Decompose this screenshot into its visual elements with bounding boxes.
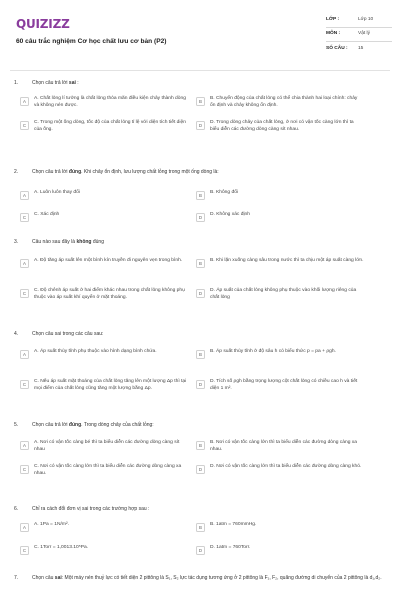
option-letter-box: B xyxy=(196,350,205,359)
question-text: Chỉ ra cách đổi đơn vị sai trong các trường hợp sau : xyxy=(32,506,150,512)
question-stem xyxy=(14,331,386,338)
option-letter-box: D xyxy=(196,546,205,555)
option-letter-box: C xyxy=(20,465,29,474)
answer-option-d[interactable] xyxy=(196,288,364,302)
question-stem xyxy=(14,506,386,513)
question-number: 4. xyxy=(14,331,19,337)
question-stem xyxy=(14,575,386,582)
option-text: A. Độ tăng áp suất lên một bình kín truyền đi nguyên vẹn trong bình. xyxy=(34,258,183,263)
option-letter-box: C xyxy=(20,121,29,130)
question-number: 5. xyxy=(14,422,19,428)
question-emphasis: sai xyxy=(68,80,76,86)
option-text: D. Áp suất của chất lỏng không phụ thuộc vào khối lượng riêng của chất lỏng xyxy=(210,288,357,300)
question xyxy=(14,169,386,176)
answer-option-b[interactable] xyxy=(196,190,364,200)
question-text: Chọn câu trả lời đúng. Khi chảy ổn định, lưu lượng chất lỏng trong một ống dòng là: xyxy=(32,169,219,175)
option-letter-box: A xyxy=(20,350,29,359)
meta-key: LỚP : xyxy=(326,17,340,23)
meta-row-subject xyxy=(326,28,392,42)
answer-option-d[interactable] xyxy=(196,545,364,555)
answer-option-b[interactable] xyxy=(196,522,364,532)
answer-option-a[interactable] xyxy=(20,440,188,454)
answer-option-b[interactable] xyxy=(196,349,364,359)
worksheet-title: 60 câu trắc nghiệm Cơ học chất lưu cơ bản (P2) xyxy=(16,38,167,45)
question-number: 7. xyxy=(14,575,19,581)
question-emphasis: đúng xyxy=(68,422,82,428)
question-emphasis: đúng xyxy=(68,169,82,175)
answer-option-a[interactable] xyxy=(20,522,188,532)
question-text: Chọn câu trả lời sai : xyxy=(32,80,79,86)
question-number: 6. xyxy=(14,506,19,512)
option-text: D. Trong dòng chảy của chất lỏng, ở nơi có vận tốc càng lớn thì ta biểu diễn các đường dòng càng sít nhau. xyxy=(210,120,354,132)
option-text: B. Khi lặn xuống càng sâu trong nước thì ta chịu một áp suất càng lớn. xyxy=(210,258,364,263)
question xyxy=(14,239,386,246)
answer-option-d[interactable] xyxy=(196,212,364,222)
question xyxy=(14,506,386,513)
answer-option-a[interactable] xyxy=(20,190,188,200)
option-text: C. Xác định xyxy=(34,212,60,217)
option-letter-box: B xyxy=(196,523,205,532)
question-text: Chọn câu sai: Một máy nén thuỷ lực có tiết diện 2 pittông là S₁, S₂ lực tác dụng tương ứng ở 2 pittông là F₁, F₂, quãng đường di chuyển của 2 pittông là d₁,d₂. xyxy=(32,575,382,581)
answer-option-c[interactable] xyxy=(20,379,188,393)
answer-option-b[interactable] xyxy=(196,440,364,454)
meta-value: Lớp 10 xyxy=(358,17,374,23)
question-stem xyxy=(14,169,386,176)
question-stem xyxy=(14,422,386,429)
quizizz-logo: QUIZIZZ xyxy=(16,17,70,31)
meta-key: MÔN : xyxy=(326,31,341,37)
option-text: C. Nếu áp suất mặt thoáng của chất lỏng tăng lên một lượng Δp thì tại mọi điểm của chất lỏng cũng tăng một lượng bằng Δp. xyxy=(34,379,187,391)
answer-option-a[interactable] xyxy=(20,96,188,110)
answer-option-a[interactable] xyxy=(20,349,188,359)
question xyxy=(14,331,386,338)
answer-option-d[interactable] xyxy=(196,464,364,474)
option-text: B. Nơi có vận tốc càng lớn thì ta biểu diễn các đường dòng càng xa nhau. xyxy=(210,440,357,452)
option-letter-box: A xyxy=(20,191,29,200)
question-stem xyxy=(14,80,386,87)
option-text: C. Nơi có vận tốc càng lớn thì ta biểu diễn các đường dòng càng xa nhau. xyxy=(34,464,182,476)
answer-option-c[interactable] xyxy=(20,212,188,222)
question xyxy=(14,422,386,429)
question-stem xyxy=(14,239,386,246)
option-text: C. Độ chênh áp suất ở hai điểm khác nhau trong chất lỏng không phụ thuộc vào áp suất khí quyển ở mặt thoáng. xyxy=(34,288,185,300)
option-letter-box: D xyxy=(196,465,205,474)
option-text: A. Áp suất thủy tĩnh phụ thuộc vào hình dạng bình chứa. xyxy=(34,349,157,354)
worksheet-header xyxy=(10,8,390,64)
answer-option-a[interactable] xyxy=(20,258,188,268)
answer-option-b[interactable] xyxy=(196,96,364,110)
answer-option-c[interactable] xyxy=(20,288,188,302)
answer-option-d[interactable] xyxy=(196,379,364,393)
option-letter-box: A xyxy=(20,441,29,450)
answer-option-d[interactable] xyxy=(196,120,364,134)
question-emphasis: sai xyxy=(54,575,62,581)
answer-option-c[interactable] xyxy=(20,464,188,478)
option-text: C. 1Torr = 1,0013.10⁵Pa. xyxy=(34,545,89,550)
option-letter-box: B xyxy=(196,97,205,106)
meta-row-count xyxy=(326,42,392,56)
question xyxy=(14,575,386,582)
option-letter-box: B xyxy=(196,259,205,268)
option-text: B. Chuyển động của chất lỏng có thể chia thành hai loại chính: chảy ổn định và chảy không ổn định. xyxy=(210,96,358,108)
option-text: B. Không đổi xyxy=(210,190,239,195)
option-letter-box: B xyxy=(196,191,205,200)
option-letter-box: B xyxy=(196,441,205,450)
meta-value: 15 xyxy=(358,45,364,51)
meta-table xyxy=(326,14,392,56)
option-letter-box: A xyxy=(20,259,29,268)
option-letter-box: D xyxy=(196,289,205,298)
option-text: B. Áp suất thủy tĩnh ở độ sâu h có biểu thức p = pa + ρgh. xyxy=(210,349,336,354)
option-text: A. Nơi có vận tốc càng bé thì ta biểu diễn các đường dòng càng sít nhau xyxy=(34,440,180,452)
option-text: D. 1atm = 760Torr. xyxy=(210,545,251,550)
answer-option-b[interactable] xyxy=(196,258,364,268)
question-text: Chọn câu sai trong các câu sau: xyxy=(32,331,104,337)
header-divider xyxy=(10,70,390,71)
option-letter-box: D xyxy=(196,380,205,389)
option-letter-box: D xyxy=(196,213,205,222)
question-number: 3. xyxy=(14,239,19,245)
option-letter-box: C xyxy=(20,213,29,222)
meta-row-class xyxy=(326,14,392,28)
answer-option-c[interactable] xyxy=(20,545,188,555)
option-letter-box: C xyxy=(20,289,29,298)
option-letter-box: A xyxy=(20,97,29,106)
meta-key: SỐ CÂU : xyxy=(326,45,348,51)
option-text: D. Không xác định xyxy=(210,212,250,217)
option-text: B. 1atm = 760mmHg. xyxy=(210,522,257,527)
answer-option-c[interactable] xyxy=(20,120,188,134)
option-letter-box: C xyxy=(20,546,29,555)
meta-value: Vật lý xyxy=(358,31,370,37)
question-number: 2. xyxy=(14,169,19,175)
question-number: 1. xyxy=(14,80,19,86)
question-emphasis: không xyxy=(76,239,92,245)
option-text: D. Nơi có vận tốc càng lớn thì ta biểu diễn các đường dòng càng khó. xyxy=(210,464,362,469)
option-text: D. Tích số ρgh bằng trọng lượng cột chất lỏng có chiều cao h và tiết diện 1 m². xyxy=(210,379,358,391)
question-text: Câu nào sau đây là không đúng xyxy=(32,239,104,245)
question-text: Chọn câu trả lời đúng. Trong dòng chảy của chất lỏng: xyxy=(32,422,154,428)
question xyxy=(14,80,386,87)
option-letter-box: D xyxy=(196,121,205,130)
option-text: A. 1Pa = 1N/m². xyxy=(34,522,69,527)
option-text: A. Luôn luôn thay đổi xyxy=(34,190,80,195)
option-letter-box: A xyxy=(20,523,29,532)
option-text: A. Chất lỏng lí tưởng là chất lỏng thỏa mãn điều kiện chảy thành dòng và không nén được. xyxy=(34,96,186,108)
option-letter-box: C xyxy=(20,380,29,389)
option-text: C. Trong một ống dòng, tốc độ của chất lỏng tỉ lệ với diện tích tiết diện của ống. xyxy=(34,120,186,132)
